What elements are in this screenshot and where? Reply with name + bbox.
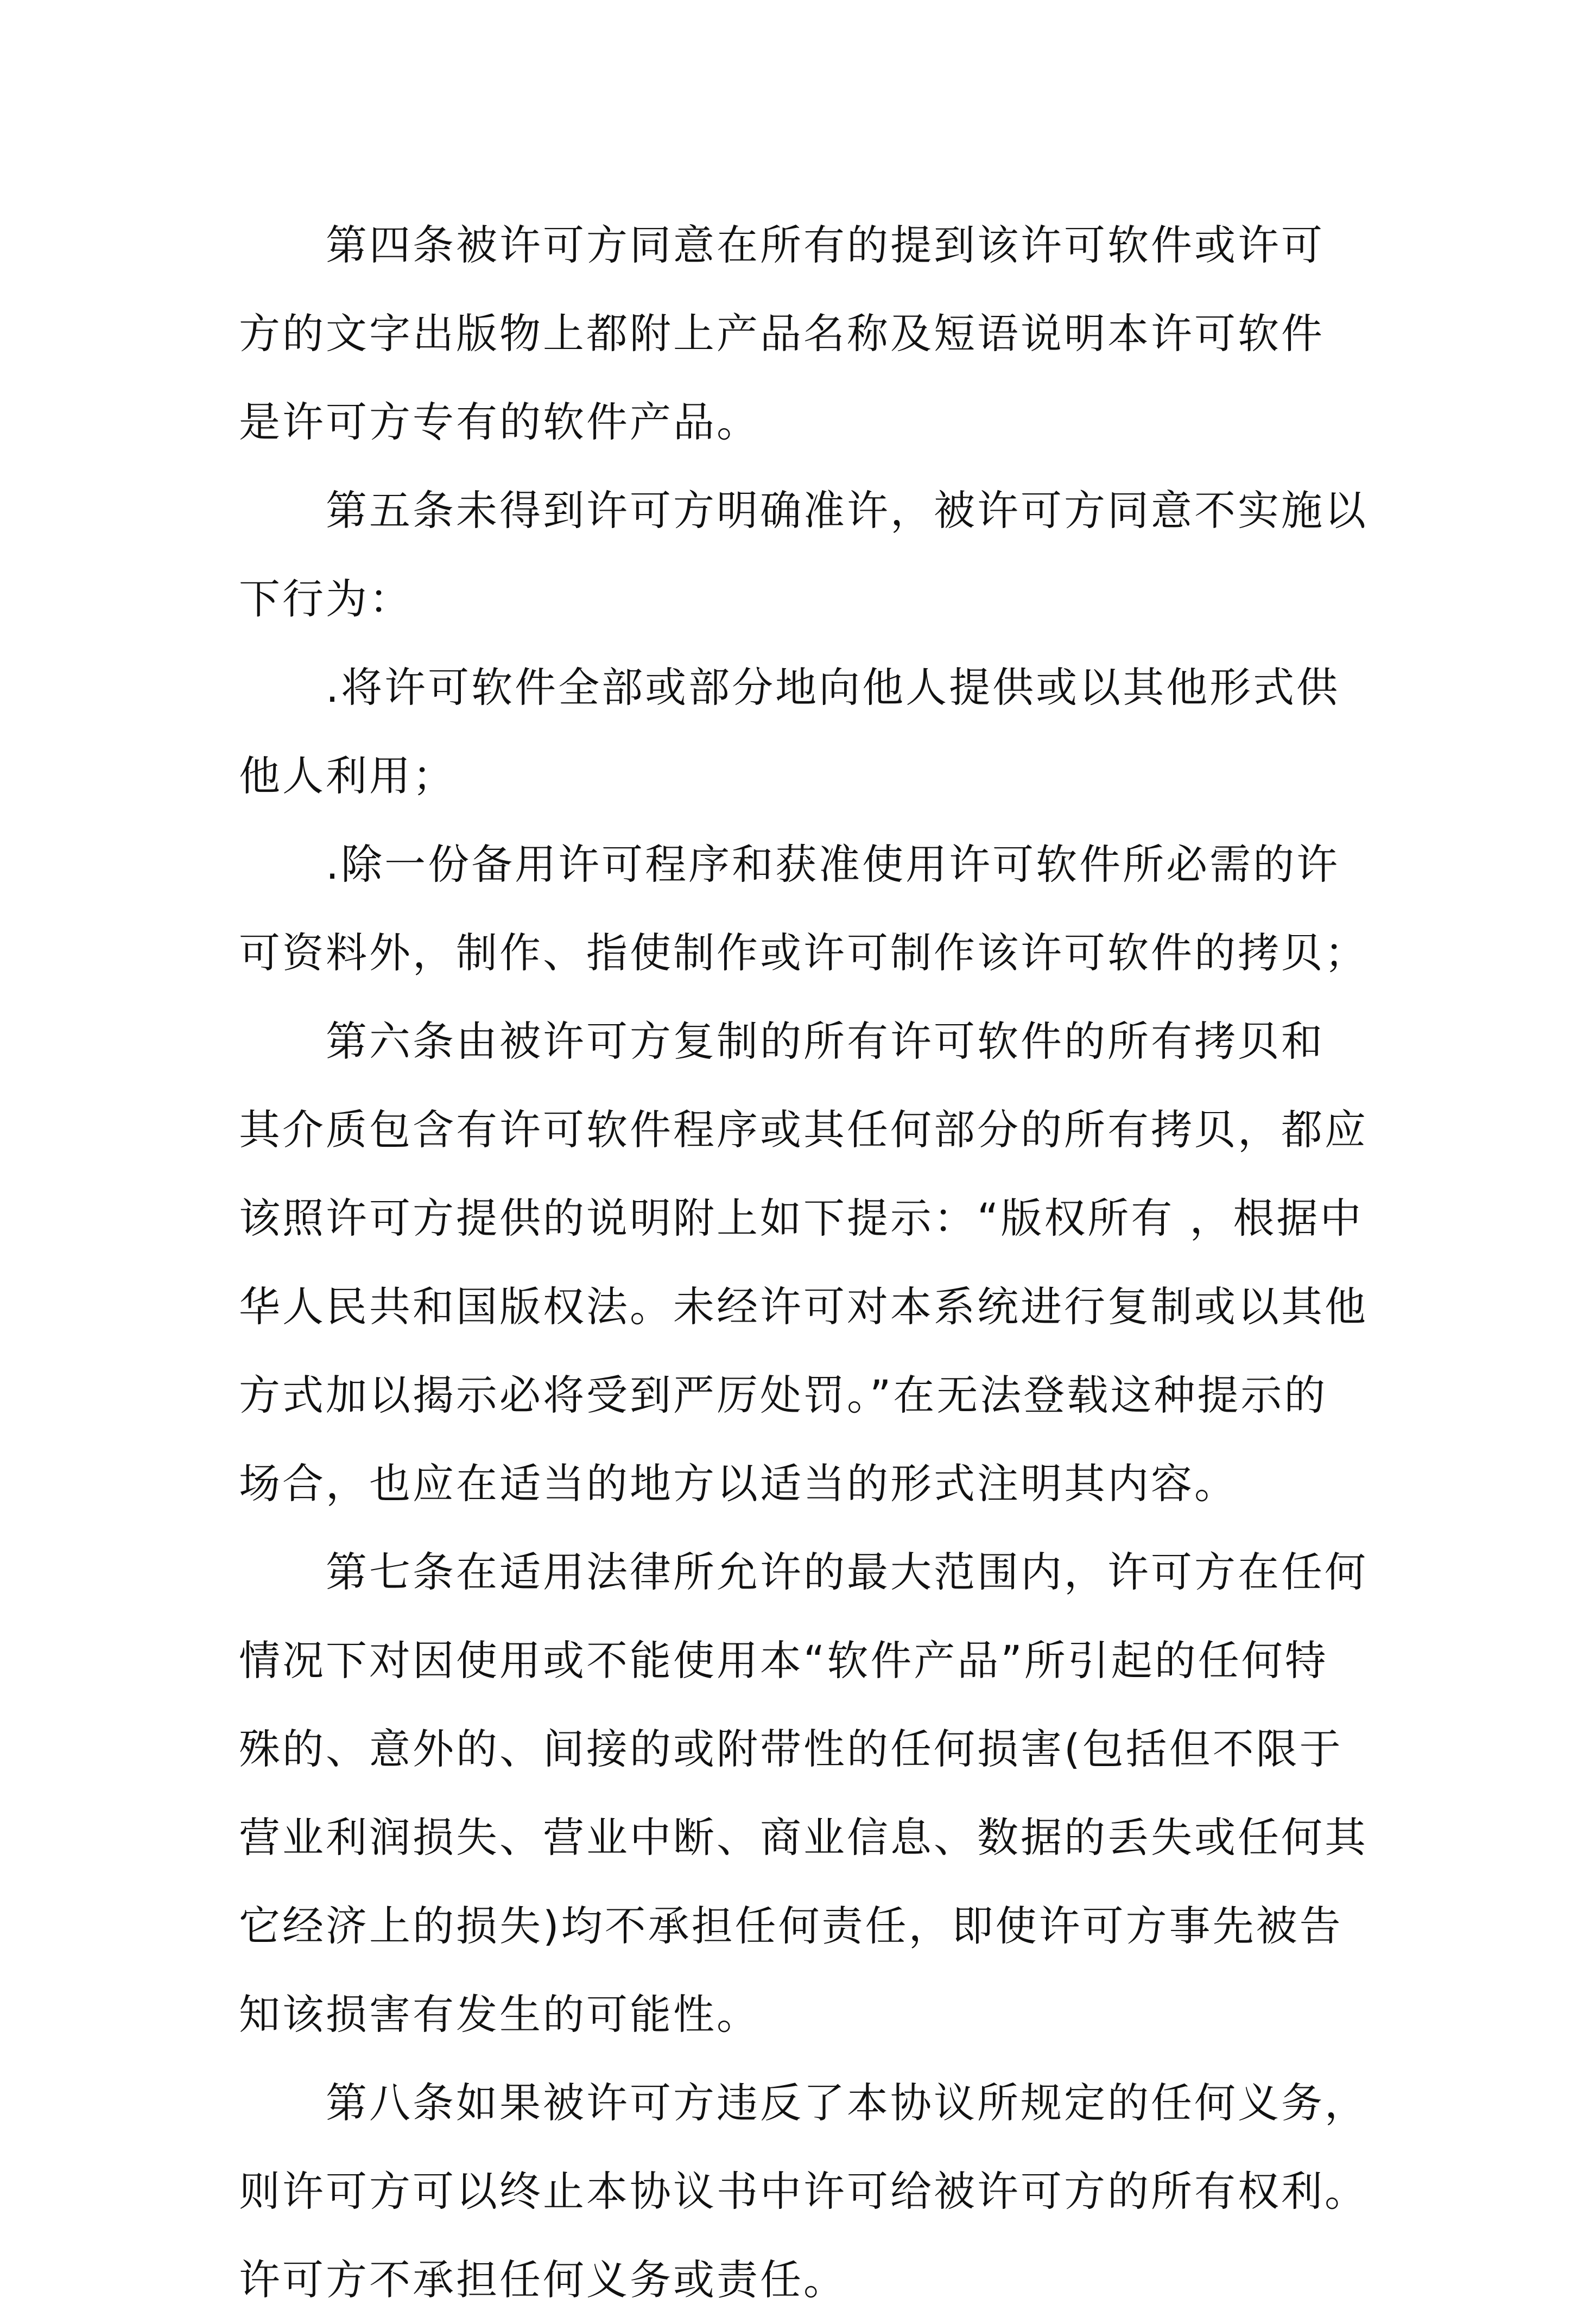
- text-line: 情况下对因使用或不能使用本“软件产品”所引起的任何特: [239, 1636, 1328, 1685]
- text-line: 他人利用；: [239, 752, 456, 800]
- text-line: 它经济上的损失)均不承担任何责任，即使许可方事先被告: [239, 1902, 1343, 1950]
- text-line: 方式加以揭示必将受到严厉处罚。”在无法登载这种提示的: [239, 1371, 1328, 1419]
- text-line: 殊的、意外的、间接的或附带性的任何损害(包括但不限于: [239, 1725, 1343, 1773]
- text-line: 知该损害有发生的可能性。: [239, 1990, 760, 2039]
- text-line: 其介质包含有许可软件程序或其任何部分的所有拷贝，都应: [239, 1106, 1368, 1154]
- text-line: 第四条被许可方同意在所有的提到该许可软件或许可: [326, 221, 1325, 269]
- text-line: 下行为：: [239, 575, 413, 623]
- text-line: 则许可方可以终止本协议书中许可给被许可方的所有权利。: [239, 2167, 1368, 2215]
- document-body: [239, 201, 1368, 2324]
- text-line: 可资料外，制作、指使制作或许可制作该许可软件的拷贝；: [239, 929, 1368, 977]
- text-line: 是许可方专有的软件产品。: [239, 398, 760, 446]
- text-line: 方的文字出版物上都附上产品名称及短语说明本许可软件: [239, 309, 1325, 358]
- text-line: 华人民共和国版权法。未经许可对本系统进行复制或以其他: [239, 1282, 1368, 1331]
- text-line: 第八条如果被许可方违反了本协议所规定的任何义务，: [326, 2079, 1368, 2127]
- text-line: 许可方不承担任何义务或责任。: [239, 2256, 847, 2304]
- text-line: 营业利润损失、营业中断、商业信息、数据的丢失或任何其: [239, 1813, 1368, 1862]
- text-line: 场合，也应在适当的地方以适当的形式注明其内容。: [239, 1459, 1238, 1508]
- text-line: 该照许可方提供的说明附上如下提示：“版权所有 ，根据中: [239, 1194, 1364, 1242]
- text-line: 第五条未得到许可方明确准许，被许可方同意不实施以: [326, 486, 1368, 535]
- text-line: .除一份备用许可程序和获准使用许可软件所必需的许: [326, 840, 1340, 888]
- text-line: 第六条由被许可方复制的所有许可软件的所有拷贝和: [326, 1017, 1325, 1065]
- text-line: 第七条在适用法律所允许的最大范围内，许可方在任何: [326, 1548, 1368, 1596]
- text-line: .将许可软件全部或部分地向他人提供或以其他形式供: [326, 663, 1340, 712]
